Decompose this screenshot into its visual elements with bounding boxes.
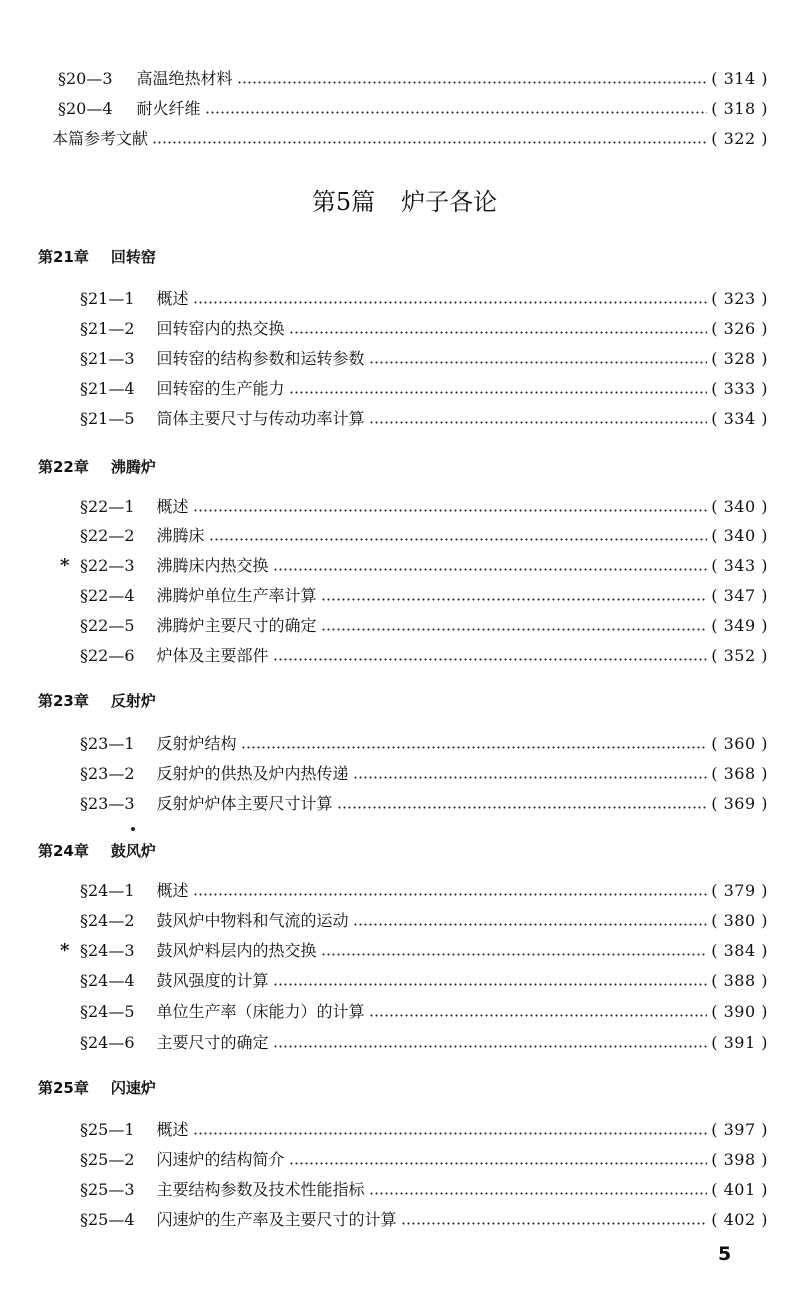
section-number: §22—4 xyxy=(80,586,135,605)
section-title: 概述 xyxy=(156,289,189,308)
section-number: §24—1 xyxy=(80,881,135,900)
page-ref: ( 333 ) xyxy=(711,379,768,398)
section-title: 沸腾炉主要尺寸的确定 xyxy=(156,616,317,635)
section-title: 回转窑的生产能力 xyxy=(156,379,285,398)
section-number: §20—4 xyxy=(58,99,113,118)
section-title: 反射炉结构 xyxy=(156,734,237,753)
section-title: 鼓风强度的计算 xyxy=(156,971,269,990)
toc-entry xyxy=(80,318,768,340)
leader-dots xyxy=(401,1222,708,1225)
section-number: §24—5 xyxy=(80,1002,135,1021)
leader-dots xyxy=(369,361,708,364)
leader-dots xyxy=(353,923,708,926)
toc-entry xyxy=(80,1001,768,1023)
toc-entry xyxy=(80,1149,768,1171)
section-number: §21—1 xyxy=(80,289,135,308)
page-ref: ( 379 ) xyxy=(711,881,768,900)
page-ref: ( 397 ) xyxy=(711,1120,768,1139)
section-number: §21—2 xyxy=(80,319,135,338)
toc-entry xyxy=(80,970,768,992)
section-number: §23—3 xyxy=(80,794,135,813)
leader-dots xyxy=(209,538,708,541)
toc-entry xyxy=(80,615,768,637)
section-title: 耐火纤维 xyxy=(136,99,201,118)
section-title: 高温绝热材料 xyxy=(136,69,233,88)
page-ref: ( 380 ) xyxy=(711,911,768,930)
section-number: §20—3 xyxy=(58,69,113,88)
section-number: §24—4 xyxy=(80,971,135,990)
section-number: §25—3 xyxy=(80,1180,135,1199)
section-title: 沸腾床 xyxy=(156,526,205,545)
page-ref: ( 349 ) xyxy=(711,616,768,635)
section-number: §21—5 xyxy=(80,409,135,428)
page-ref: ( 347 ) xyxy=(711,586,768,605)
chapter-label: 第21章 xyxy=(38,248,89,266)
section-title: 回转窑内的热交换 xyxy=(156,319,285,338)
leader-dots xyxy=(193,301,708,304)
chapter-name: 闪速炉 xyxy=(110,1079,156,1097)
section-title: 概述 xyxy=(156,1120,189,1139)
part-heading xyxy=(0,186,809,218)
leader-dots xyxy=(337,806,708,809)
toc-entry xyxy=(80,408,768,430)
chapter-heading xyxy=(38,840,156,862)
toc-entry xyxy=(80,378,768,400)
section-number: §21—3 xyxy=(80,349,135,368)
section-number: §21—4 xyxy=(80,379,135,398)
chapter-heading xyxy=(38,690,156,712)
leader-dots xyxy=(321,628,708,631)
section-number: §24—2 xyxy=(80,911,135,930)
section-title: 鼓风炉中物料和气流的运动 xyxy=(156,911,349,930)
section-title: 反射炉的供热及炉内热传递 xyxy=(156,764,349,783)
section-number: §24—3 xyxy=(80,941,135,960)
leader-dots xyxy=(193,509,708,512)
toc-entry xyxy=(80,1119,768,1141)
section-title: 闪速炉的结构简介 xyxy=(156,1150,285,1169)
chapter-label: 第25章 xyxy=(38,1079,89,1097)
chapter-heading xyxy=(38,246,156,268)
section-title: 反射炉炉体主要尺寸计算 xyxy=(156,794,333,813)
page-ref: ( 318 ) xyxy=(711,99,768,118)
leader-dots xyxy=(321,953,708,956)
toc-entry xyxy=(80,1179,768,1201)
toc-entry xyxy=(80,1209,768,1231)
page-ref: ( 369 ) xyxy=(711,794,768,813)
section-title: 沸腾炉单位生产率计算 xyxy=(156,586,317,605)
toc-entry xyxy=(80,763,768,785)
leader-dots xyxy=(273,983,708,986)
leader-dots xyxy=(237,81,708,84)
page-ref: ( 390 ) xyxy=(711,1002,768,1021)
leader-dots xyxy=(205,111,708,114)
leader-dots xyxy=(193,893,708,896)
toc-entry xyxy=(80,496,768,518)
references-title: 本篇参考文献 xyxy=(52,129,149,148)
chapter-name: 反射炉 xyxy=(110,692,156,710)
page-ref: ( 352 ) xyxy=(711,646,768,665)
leader-dots xyxy=(273,568,708,571)
toc-entry xyxy=(58,68,768,90)
toc-entry xyxy=(60,555,768,577)
page-ref: ( 360 ) xyxy=(711,734,768,753)
leader-dots xyxy=(369,1192,708,1195)
section-number: §25—2 xyxy=(80,1150,135,1169)
chapter-label: 第22章 xyxy=(38,458,89,476)
section-title: 单位生产率（床能力）的计算 xyxy=(156,1002,365,1021)
page-ref: ( 402 ) xyxy=(711,1210,768,1229)
starred-marker: * xyxy=(60,555,70,576)
scan-speck xyxy=(131,827,135,831)
section-number: §22—5 xyxy=(80,616,135,635)
page-ref: ( 368 ) xyxy=(711,764,768,783)
toc-entry xyxy=(60,940,768,962)
leader-dots xyxy=(289,331,708,334)
page-ref: ( 328 ) xyxy=(711,349,768,368)
page-ref: ( 340 ) xyxy=(711,497,768,516)
toc-entry xyxy=(80,348,768,370)
section-number: §23—2 xyxy=(80,764,135,783)
section-number: §24—6 xyxy=(80,1033,135,1052)
section-title: 主要结构参数及技术性能指标 xyxy=(156,1180,365,1199)
chapter-label: 第23章 xyxy=(38,692,89,710)
toc-entry xyxy=(58,98,768,120)
page-number: 5 xyxy=(718,1243,732,1265)
part-label: 第5篇 xyxy=(311,188,376,216)
section-number: §23—1 xyxy=(80,734,135,753)
page-ref: ( 343 ) xyxy=(711,556,768,575)
section-title: 沸腾床内热交换 xyxy=(156,556,269,575)
leader-dots xyxy=(369,1014,708,1017)
toc-entry xyxy=(80,880,768,902)
section-title: 鼓风炉料层内的热交换 xyxy=(156,941,317,960)
page-ref: ( 326 ) xyxy=(711,319,768,338)
section-title: 主要尺寸的确定 xyxy=(156,1033,269,1052)
chapter-name: 沸腾炉 xyxy=(110,458,156,476)
references-entry xyxy=(52,128,768,150)
page-ref: ( 388 ) xyxy=(711,971,768,990)
section-title: 概述 xyxy=(156,881,189,900)
page-ref: ( 323 ) xyxy=(711,289,768,308)
leader-dots xyxy=(289,1162,708,1165)
section-number: §22—3 xyxy=(80,556,135,575)
leader-dots xyxy=(241,746,708,749)
page-ref: ( 334 ) xyxy=(711,409,768,428)
section-number: §22—1 xyxy=(80,497,135,516)
section-number: §22—6 xyxy=(80,646,135,665)
section-number: §25—1 xyxy=(80,1120,135,1139)
section-number: §22—2 xyxy=(80,526,135,545)
part-name: 炉子各论 xyxy=(401,188,498,216)
page-ref: ( 384 ) xyxy=(711,941,768,960)
page-ref: ( 391 ) xyxy=(711,1033,768,1052)
leader-dots xyxy=(353,776,708,779)
section-title: 回转窑的结构参数和运转参数 xyxy=(156,349,365,368)
leader-dots xyxy=(152,141,707,144)
page-ref: ( 322 ) xyxy=(711,129,768,148)
leader-dots xyxy=(273,1045,708,1048)
toc-entry xyxy=(80,585,768,607)
page-ref: ( 401 ) xyxy=(711,1180,768,1199)
section-title: 炉体及主要部件 xyxy=(156,646,269,665)
chapter-name: 鼓风炉 xyxy=(110,842,156,860)
page-ref: ( 398 ) xyxy=(711,1150,768,1169)
starred-marker: * xyxy=(60,940,70,961)
chapter-label: 第24章 xyxy=(38,842,89,860)
toc-entry xyxy=(80,733,768,755)
toc-entry xyxy=(80,793,768,815)
page-ref: ( 340 ) xyxy=(711,526,768,545)
leader-dots xyxy=(193,1132,708,1135)
section-title: 筒体主要尺寸与传动功率计算 xyxy=(156,409,365,428)
toc-entry xyxy=(80,910,768,932)
toc-entry xyxy=(80,1032,768,1054)
chapter-name: 回转窑 xyxy=(110,248,156,266)
section-title: 闪速炉的生产率及主要尺寸的计算 xyxy=(156,1210,397,1229)
leader-dots xyxy=(289,391,708,394)
chapter-heading xyxy=(38,456,156,478)
leader-dots xyxy=(321,598,708,601)
page-ref: ( 314 ) xyxy=(711,69,768,88)
leader-dots xyxy=(369,421,708,424)
toc-entry xyxy=(80,525,768,547)
section-number: §25—4 xyxy=(80,1210,135,1229)
leader-dots xyxy=(273,658,708,661)
section-title: 概述 xyxy=(156,497,189,516)
toc-entry xyxy=(80,288,768,310)
toc-entry xyxy=(80,645,768,667)
chapter-heading xyxy=(38,1077,156,1099)
